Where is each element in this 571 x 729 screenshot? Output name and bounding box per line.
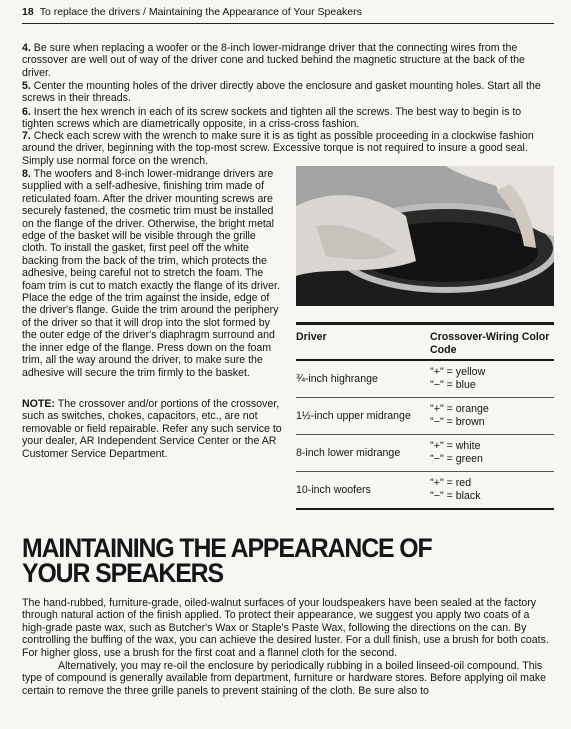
step-text: Be sure when replacing a woofer or the 8-inch lower-midrange driver that the connecting wires from the crossover are well out of way of the driver cone and tucked behind the magnetic structure at the back of the driver.: [22, 42, 525, 79]
step-4: [22, 42, 554, 79]
step-text: Center the mounting holes of the driver directly above the enclosure and gasket mounting holes. Start all the screws in their threads.: [22, 80, 541, 105]
minus-code: "−" = blue: [430, 379, 476, 391]
step-number: 7.: [22, 130, 31, 142]
step-6: [22, 106, 554, 131]
care-paragraph-1: The hand-rubbed, furniture-grade, oiled-walnut surfaces of your loudspeakers have been sealed at the factory through natural action of the finish applied. To protect their appearance, we suggest you apply two coats of a high-grade paste wax, such as Butcher's Wax or Staple's Paste Wax, following the directions on the can. By controlling the buffing of the wax, you can achieve the desired luster. For a dull finish, use a brush for both coats. For higher gloss, use a brush for the first coat and a flannel cloth for the second.: [22, 597, 549, 659]
table-header-row: [296, 325, 554, 361]
step-7: [22, 130, 554, 167]
step-8: [22, 168, 282, 379]
step-number: 4.: [22, 42, 31, 54]
table-row: [296, 472, 554, 510]
photo-illustration: [296, 166, 554, 306]
note-paragraph: [22, 398, 282, 460]
minus-code: "−" = green: [430, 453, 483, 465]
header-driver: Driver: [296, 331, 327, 343]
driver-name: 8-inch lower midrange: [296, 447, 401, 459]
section-heading: [22, 533, 511, 588]
step-number: 6.: [22, 106, 31, 118]
minus-code: "−" = brown: [430, 416, 485, 428]
running-title: To replace the drivers / Maintaining the Appearance of Your Speakers: [39, 6, 362, 18]
table-row: [296, 361, 554, 398]
note-text: The crossover and/or portions of the crossover, such as switches, chokes, capacitors, etc., are not removable or field repairable. Refer any such service to your dealer, AR Independent Service Center or the AR Customer Service Department.: [22, 398, 282, 460]
header-rule: [22, 23, 554, 24]
plus-code: "+" = white: [430, 440, 481, 452]
heading-line-2: YOUR SPEAKERS: [22, 558, 223, 588]
step-text: Check each screw with the wrench to make sure it is as tight as possible proceeding in a clockwise fashion around the driver, beginning with the top-most screw. Excessive torque is not required to insure a good seal. Simply use normal force on the wrench.: [22, 130, 534, 167]
heading-line-1: MAINTAINING THE APPEARANCE OF: [22, 533, 432, 563]
minus-code: "−" = black: [430, 490, 481, 502]
step-number: 5.: [22, 80, 31, 92]
color-code: [430, 477, 554, 503]
step-number: 8.: [22, 168, 31, 180]
driver-name: ¾-inch highrange: [296, 373, 378, 385]
color-code: [430, 366, 554, 392]
step-text: The woofers and 8-inch lower-midrange drivers are supplied with a self-adhesive, finishing trim made of reticulated foam. After the driver mounting screws are securely fastened, the cosmetic trim must be installed on the flange of the driver. Otherwise, the bright metal edge of the basket will be visible through the grille cloth. To install the gasket, first peel off the white backing from the back of the trim, which protects the adhesive, being careful not to stretch the foam. The foam trim is cut to match exactly the flange of its driver. Place the edge of the trim against the inside, edge of the driver's flange. Guide the trim around the periphery of the driver so that it will drop into the slot formed by the outer edge of the driver's diaphragm surround and the inner edge of the flange. Press down on the foam trim, all the way around the driver, to make sure the adhesive will secure the trim firmly to the basket.: [22, 168, 280, 379]
page-number: 18: [22, 6, 34, 18]
plus-code: "+" = yellow: [430, 366, 486, 378]
page-header: [22, 6, 552, 19]
wiring-color-table: [296, 322, 554, 510]
color-code: [430, 403, 554, 429]
driver-name: 10-inch woofers: [296, 484, 371, 496]
note-label: NOTE:: [22, 398, 55, 410]
step-5: [22, 80, 554, 105]
driver-name: 1½-inch upper midrange: [296, 410, 411, 422]
table-row: [296, 398, 554, 435]
step-text: Insert the hex wrench in each of its screw sockets and tighten all the screws. The best way to begin is to tighten screws which are diametrically opposite, in a criss-cross fashion.: [22, 106, 522, 131]
trim-installation-photo: [296, 166, 554, 306]
care-paragraph-2: Alternatively, you may re-oil the enclosure by periodically rubbing in a boiled linseed-oil compound. This type of compound is generally available from department, furniture or hardware stores. Before applying oil make certain to remove the three grille panels to prevent staining of the cloth. Be sure also to: [22, 660, 547, 697]
header-color-code: Crossover-Wiring Color Code: [430, 331, 550, 356]
table-row: [296, 435, 554, 472]
plus-code: "+" = orange: [430, 403, 489, 415]
plus-code: "+" = red: [430, 477, 472, 489]
color-code: [430, 440, 554, 466]
